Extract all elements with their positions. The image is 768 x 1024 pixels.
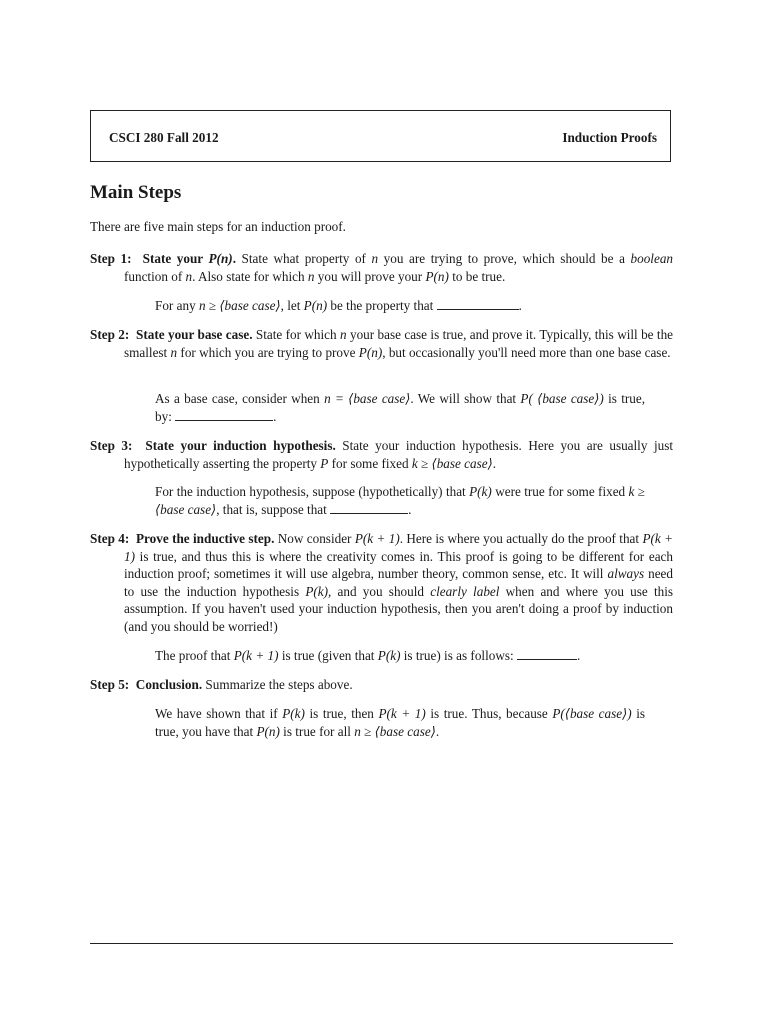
step-1-emphasis: boolean [630,251,674,266]
step-1-body: Step 1: State your P(n). State what property of n you are trying to prove, which should be a boolean function of n. Also state for which n you will prove your P(n) to be true. [90,251,674,284]
step-1-template: For any n ≥ ⟨base case⟩, let P(n) be the property that . [155,298,522,313]
footer-rule [90,943,673,944]
step-5 [90,676,673,694]
fill-in-blank [330,501,408,514]
step-4-emphasis-always: always [607,566,645,582]
fill-in-blank [517,647,577,660]
fill-in-blank [437,297,519,310]
step-3 [90,437,673,472]
step-2-body: Step 2: State your base case. State for which n your base case is true, and prove it. Typically, this will be the smallest n for which you are trying to prove P(n), but occasionally you'll need more than one base case. [90,327,674,360]
step-3-body: Step 3: State your induction hypothesis. State your induction hypothesis. Here you are usually just hypothetically asserting the property P for some fixed k ≥ ⟨base case⟩. [90,438,673,471]
section-title: Main Steps [90,182,182,203]
step-3-label: Step 3: State your induction hypothesis. [90,438,336,453]
step-3-template: For the induction hypothesis, suppose (hypothetically) that P(k) were true for some fixed k ≥ ⟨base case⟩, that is, suppose that . [155,484,646,517]
step-1 [90,250,673,285]
header-box [90,110,671,162]
step-5-label: Step 5: Conclusion. [90,677,203,692]
step-4-label: Step 4: Prove the inductive step. [90,531,275,546]
step-4-body: Step 4: Prove the inductive step. Now consider P(k + 1). Here is where you actually do the proof that P(k + 1) is true, and thus this is where the creativity comes in. This proof is going to be different for each induction proof; sometimes it will use algebra, number theory, common sense, etc. It will always need to use the induction hypothesis P(k), and you should clearly label when and where you use this assumption. If you haven't used your induction hypothesis, then you aren't doing a proof by induction (and you should be worried!) [90,531,674,634]
step-2 [90,326,673,361]
step-4-template: The proof that P(k + 1) is true (given that P(k) is true) is as follows: . [155,648,581,663]
intro-paragraph: There are five main steps for an induction proof. [90,219,346,234]
step-2-template: As a base case, consider when n = ⟨base case⟩. We will show that P( ⟨base case⟩) is true, by: . [155,391,646,424]
step-2-label: Step 2: State your base case. [90,327,253,342]
fill-in-blank [175,408,273,421]
document-topic: Induction Proofs [562,130,657,145]
step-1-label: Step 1: State your P(n). [90,251,236,266]
step-4 [90,530,673,636]
step-4-emphasis-clearly-label: clearly label [430,583,500,599]
step-5-body: Step 5: Conclusion. Summarize the steps above. [90,677,353,692]
step-5-template: We have shown that if P(k) is true, then P(k + 1) is true. Thus, because P(⟨base case⟩) is true, you have that P(n) is true for all n ≥ ⟨base case⟩. [155,706,646,739]
course-title: CSCI 280 Fall 2012 [109,130,219,145]
